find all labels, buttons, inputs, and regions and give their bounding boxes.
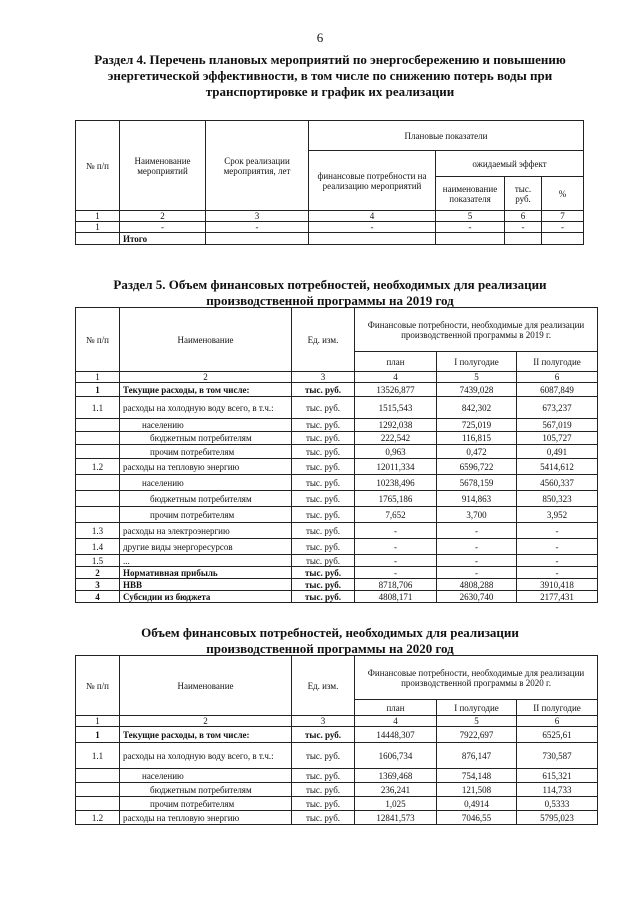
- table-row: [76, 432, 598, 445]
- table-row: [76, 383, 598, 397]
- section2020-title: [60, 625, 600, 657]
- col-number: 4: [355, 372, 437, 383]
- row-h2: 3910,418: [517, 579, 598, 591]
- row-h2: 6087,849: [517, 383, 598, 397]
- row-h2: 5795,023: [517, 811, 598, 825]
- row-number: 4: [76, 591, 120, 603]
- table-row: [76, 539, 598, 555]
- col-number: 5: [436, 211, 505, 222]
- row-h1: -: [437, 539, 517, 555]
- row-unit: тыс. руб.: [292, 397, 355, 419]
- row-plan: 10238,496: [355, 475, 437, 491]
- row-h2: 850,323: [517, 491, 598, 507]
- header-num: № п/п: [76, 656, 120, 716]
- col-number: 6: [517, 372, 598, 383]
- table-row: [76, 727, 598, 743]
- row-unit: тыс. руб.: [292, 727, 355, 743]
- row-plan: -: [355, 523, 437, 539]
- row-h2: 0,491: [517, 445, 598, 459]
- row-h2: 4560,337: [517, 475, 598, 491]
- row-plan: 1,025: [355, 797, 437, 811]
- row-plan: -: [355, 567, 437, 579]
- row-unit: тыс. руб.: [292, 769, 355, 783]
- row-unit: тыс. руб.: [292, 797, 355, 811]
- col-number: 3: [206, 211, 309, 222]
- row-number: [76, 769, 120, 783]
- section5-title-line: Раздел 5. Объем финансовых потребностей, необходимых для реализации: [113, 277, 547, 292]
- row-number: 1: [76, 383, 120, 397]
- row-unit: тыс. руб.: [292, 507, 355, 523]
- row-name: прочим потребителям: [120, 797, 292, 811]
- table-row: [76, 507, 598, 523]
- row-h1: 842,302: [437, 397, 517, 419]
- row-h2: 730,587: [517, 743, 598, 769]
- row-unit: тыс. руб.: [292, 579, 355, 591]
- header-h2: II полугодие: [517, 700, 598, 716]
- section2020-table: [75, 655, 598, 825]
- cell: [206, 233, 309, 245]
- header-name: Наименование: [120, 656, 292, 716]
- section2020-title-line: производственной программы на 2020 год: [206, 641, 454, 656]
- table-row: [76, 811, 598, 825]
- row-h1: 914,863: [437, 491, 517, 507]
- row-plan: 1369,468: [355, 769, 437, 783]
- row-h1: 0,4914: [437, 797, 517, 811]
- column-numbers-row: [76, 372, 598, 383]
- header-h1: I полугодие: [437, 352, 517, 372]
- table-row: [76, 419, 598, 432]
- row-number: 1: [76, 727, 120, 743]
- row-unit: тыс. руб.: [292, 567, 355, 579]
- header-thous: тыс. руб.: [505, 177, 542, 211]
- table-row: [76, 743, 598, 769]
- col-number: 7: [542, 211, 584, 222]
- col-number: 5: [437, 716, 517, 727]
- row-name: расходы на электроэнергию: [120, 523, 292, 539]
- row-number: [76, 797, 120, 811]
- section4-table: [75, 120, 584, 245]
- row-h2: 3,952: [517, 507, 598, 523]
- row-number: 1.4: [76, 539, 120, 555]
- cell: -: [505, 222, 542, 233]
- cell: -: [436, 222, 505, 233]
- col-number: 6: [517, 716, 598, 727]
- row-name: другие виды энергоресурсов: [120, 539, 292, 555]
- row-h1: 725,019: [437, 419, 517, 432]
- header-fin: Финансовые потребности, необходимые для реализации производственной программы в 2019 г.: [355, 308, 598, 352]
- col-number: 3: [292, 372, 355, 383]
- row-number: 1.1: [76, 743, 120, 769]
- row-unit: тыс. руб.: [292, 459, 355, 475]
- col-number: 3: [292, 716, 355, 727]
- row-name: бюджетным потребителям: [120, 783, 292, 797]
- row-plan: 1765,186: [355, 491, 437, 507]
- cell: -: [309, 222, 436, 233]
- row-number: [76, 491, 120, 507]
- col-number: 1: [76, 716, 120, 727]
- row-name: прочим потребителям: [120, 445, 292, 459]
- row-h1: 3,700: [437, 507, 517, 523]
- header-unit: Ед. изм.: [292, 656, 355, 716]
- row-plan: 1515,543: [355, 397, 437, 419]
- header-h1: I полугодие: [437, 700, 517, 716]
- section4-title-line: энергетической эффективности, в том числе по снижению потерь воды при: [107, 68, 553, 83]
- row-name: Текущие расходы, в том числе:: [120, 727, 292, 743]
- row-h2: 6525,61: [517, 727, 598, 743]
- row-h2: 114,733: [517, 783, 598, 797]
- total-row: [76, 233, 584, 245]
- row-h1: 876,147: [437, 743, 517, 769]
- header-num: № п/п: [76, 308, 120, 372]
- row-h2: 105,727: [517, 432, 598, 445]
- cell: [505, 233, 542, 245]
- row-name: ...: [120, 555, 292, 567]
- cell: -: [542, 222, 584, 233]
- row-plan: 7,652: [355, 507, 437, 523]
- row-plan: 1292,038: [355, 419, 437, 432]
- section2020-title-line: Объем финансовых потребностей, необходимых для реализации: [141, 625, 519, 640]
- table-row: [76, 591, 598, 603]
- row-name: населению: [120, 419, 292, 432]
- col-number: 6: [505, 211, 542, 222]
- cell: -: [120, 222, 206, 233]
- row-name: расходы на тепловую энергию: [120, 811, 292, 825]
- row-name: Текущие расходы, в том числе:: [120, 383, 292, 397]
- row-h1: 5678,159: [437, 475, 517, 491]
- row-plan: 8718,706: [355, 579, 437, 591]
- row-h1: -: [437, 523, 517, 539]
- row-plan: 12011,334: [355, 459, 437, 475]
- row-unit: тыс. руб.: [292, 591, 355, 603]
- row-name: НВВ: [120, 579, 292, 591]
- table-row: [76, 769, 598, 783]
- header-term: Срок реализации мероприятия, лет: [206, 121, 309, 211]
- cell: -: [206, 222, 309, 233]
- row-unit: тыс. руб.: [292, 475, 355, 491]
- row-plan: -: [355, 555, 437, 567]
- col-number: 1: [76, 211, 120, 222]
- header-plan: план: [355, 352, 437, 372]
- row-unit: тыс. руб.: [292, 555, 355, 567]
- row-h1: 6596,722: [437, 459, 517, 475]
- header-num: № п/п: [76, 121, 120, 211]
- row-name: населению: [120, 475, 292, 491]
- row-plan: 14448,307: [355, 727, 437, 743]
- row-h1: 7046,55: [437, 811, 517, 825]
- row-plan: -: [355, 539, 437, 555]
- row-unit: тыс. руб.: [292, 811, 355, 825]
- row-unit: тыс. руб.: [292, 383, 355, 397]
- row-h2: 0,5333: [517, 797, 598, 811]
- cell: [76, 233, 120, 245]
- row-name: бюджетным потребителям: [120, 432, 292, 445]
- row-h2: -: [517, 523, 598, 539]
- row-h2: 615,321: [517, 769, 598, 783]
- table-row: [76, 222, 584, 233]
- row-plan: 12841,573: [355, 811, 437, 825]
- row-h1: 7922,697: [437, 727, 517, 743]
- row-h1: -: [437, 555, 517, 567]
- header-indicator: наименование показателя: [436, 177, 505, 211]
- cell: [542, 233, 584, 245]
- row-unit: тыс. руб.: [292, 523, 355, 539]
- row-number: 1.2: [76, 811, 120, 825]
- table-row: [76, 475, 598, 491]
- row-h1: 4808,288: [437, 579, 517, 591]
- row-h2: 567,019: [517, 419, 598, 432]
- row-plan: 0,963: [355, 445, 437, 459]
- row-number: [76, 783, 120, 797]
- cell: 1: [76, 222, 120, 233]
- header-plan: план: [355, 700, 437, 716]
- row-number: [76, 507, 120, 523]
- table-row: [76, 783, 598, 797]
- table-row: [76, 579, 598, 591]
- row-name: расходы на тепловую энергию: [120, 459, 292, 475]
- row-plan: 13526,877: [355, 383, 437, 397]
- row-unit: тыс. руб.: [292, 432, 355, 445]
- section5-title-line: производственной программы на 2019 год: [206, 293, 454, 308]
- row-name: расходы на холодную воду всего, в т.ч.:: [120, 397, 292, 419]
- row-plan: 1606,734: [355, 743, 437, 769]
- row-h2: 5414,612: [517, 459, 598, 475]
- col-number: 4: [309, 211, 436, 222]
- col-number: 1: [76, 372, 120, 383]
- row-number: 1.2: [76, 459, 120, 475]
- col-number: 2: [120, 716, 292, 727]
- header-fin-need: финансовые потребности на реализацию мероприятий: [309, 151, 436, 211]
- row-name: прочим потребителям: [120, 507, 292, 523]
- row-unit: тыс. руб.: [292, 419, 355, 432]
- row-number: 1.3: [76, 523, 120, 539]
- row-h2: -: [517, 539, 598, 555]
- row-number: [76, 445, 120, 459]
- row-h1: 7439,028: [437, 383, 517, 397]
- row-number: 1.5: [76, 555, 120, 567]
- row-h1: 2630,740: [437, 591, 517, 603]
- row-plan: 222,542: [355, 432, 437, 445]
- section5-table: [75, 307, 598, 603]
- cell: [436, 233, 505, 245]
- row-plan: 236,241: [355, 783, 437, 797]
- row-h1: 116,815: [437, 432, 517, 445]
- row-number: [76, 432, 120, 445]
- table-row: [76, 491, 598, 507]
- row-unit: тыс. руб.: [292, 445, 355, 459]
- section4-title: [60, 52, 600, 100]
- header-fin: Финансовые потребности, необходимые для реализации производственной программы в 2020 г.: [355, 656, 598, 700]
- header-percent: %: [542, 177, 584, 211]
- table-row: [76, 445, 598, 459]
- row-name: Нормативная прибыль: [120, 567, 292, 579]
- row-h2: -: [517, 555, 598, 567]
- section4-title-line: Раздел 4. Перечень плановых мероприятий по энергосбережению и повышению: [94, 52, 566, 67]
- cell: [309, 233, 436, 245]
- header-unit: Ед. изм.: [292, 308, 355, 372]
- row-number: 3: [76, 579, 120, 591]
- table-row: [76, 797, 598, 811]
- col-number: 5: [437, 372, 517, 383]
- row-number: [76, 419, 120, 432]
- table-row: [76, 555, 598, 567]
- col-number: 2: [120, 372, 292, 383]
- row-h1: -: [437, 567, 517, 579]
- row-number: [76, 475, 120, 491]
- col-number: 4: [355, 716, 437, 727]
- section5-title: [60, 277, 600, 309]
- row-plan: 4808,171: [355, 591, 437, 603]
- row-name: расходы на холодную воду всего, в т.ч.:: [120, 743, 292, 769]
- row-name: Субсидии из бюджета: [120, 591, 292, 603]
- table-row: [76, 523, 598, 539]
- header-planned: Плановые показатели: [309, 121, 584, 151]
- header-name: Наименование: [120, 308, 292, 372]
- row-number: 2: [76, 567, 120, 579]
- row-h1: 121,508: [437, 783, 517, 797]
- row-name: бюджетным потребителям: [120, 491, 292, 507]
- row-h2: 673,237: [517, 397, 598, 419]
- row-h2: 2177,431: [517, 591, 598, 603]
- table-row: [76, 397, 598, 419]
- row-unit: тыс. руб.: [292, 491, 355, 507]
- header-name: Наименование мероприятий: [120, 121, 206, 211]
- row-h1: 754,148: [437, 769, 517, 783]
- row-unit: тыс. руб.: [292, 539, 355, 555]
- total-label: Итого: [120, 233, 206, 245]
- row-number: 1.1: [76, 397, 120, 419]
- header-h2: II полугодие: [517, 352, 598, 372]
- column-numbers-row: [76, 716, 598, 727]
- row-h1: 0,472: [437, 445, 517, 459]
- page-number: 6: [316, 30, 324, 45]
- row-unit: тыс. руб.: [292, 783, 355, 797]
- table-row: [76, 459, 598, 475]
- table-row: [76, 567, 598, 579]
- row-unit: тыс. руб.: [292, 743, 355, 769]
- column-numbers-row: [76, 211, 584, 222]
- row-name: населению: [120, 769, 292, 783]
- col-number: 2: [120, 211, 206, 222]
- row-h2: -: [517, 567, 598, 579]
- header-effect: ожидаемый эффект: [436, 151, 584, 177]
- section4-title-line: транспортировке и график их реализации: [205, 84, 455, 99]
